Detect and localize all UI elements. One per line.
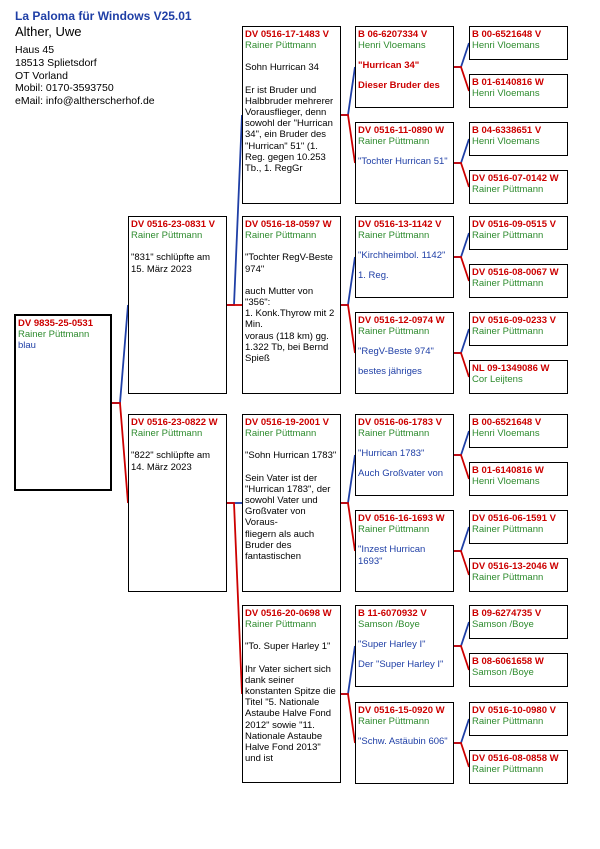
ring-number: DV 0516-17-1483 V: [245, 29, 329, 40]
grandparent-card[interactable]: [242, 605, 341, 783]
owner-name: Rainer Püttmann: [358, 230, 430, 242]
sire-line: [112, 305, 128, 403]
pigeon-remark: 1. Reg.: [358, 269, 389, 281]
owner-name: Rainer Püttmann: [472, 764, 544, 776]
ring-number: B 00-6521648 V: [472, 29, 542, 40]
address-line: 18513 Splietsdorf: [15, 56, 97, 69]
owner-name: Rainer Püttmann: [358, 136, 430, 148]
owner-name: Rainer Püttmann: [245, 619, 317, 631]
pigeon-note: Sohn Hurrican 34: [245, 62, 319, 74]
owner-name: Rainer Püttmann: [472, 326, 544, 338]
great-grandparent-card[interactable]: [355, 414, 454, 496]
address-line: Haus 45: [15, 44, 55, 56]
ring-number: B 08-6061658 W: [472, 656, 544, 667]
sire-line: [454, 431, 469, 455]
ring-number: DV 0516-23-0831 V: [131, 219, 215, 230]
ring-number: NL 09-1349086 W: [472, 363, 550, 374]
ancestor-card[interactable]: [469, 750, 568, 784]
address-line: OT Vorland: [15, 69, 68, 82]
owner-name: Rainer Püttmann: [472, 716, 544, 728]
ring-number: DV 0516-16-1693 W: [358, 513, 445, 524]
pigeon-note: "Tochter Hurrican 51": [358, 156, 448, 168]
ancestor-card[interactable]: [469, 558, 568, 592]
dam-line: [454, 257, 469, 281]
owner-name: Henri Vloemans: [358, 40, 426, 52]
ancestor-card[interactable]: [469, 462, 568, 496]
great-grandparent-card[interactable]: [355, 216, 454, 298]
pigeon-note: "831" schlüpfte am 15. März 2023: [131, 252, 211, 275]
pigeon-note: "RegV-Beste 974": [358, 346, 434, 358]
dam-line: [341, 503, 355, 551]
ancestor-card[interactable]: [469, 170, 568, 204]
ancestor-card[interactable]: [469, 653, 568, 687]
ring-number: DV 0516-11-0890 W: [358, 125, 445, 136]
owner-name: Henri Vloemans: [472, 40, 540, 52]
owner-name: Henri Vloemans: [472, 428, 540, 440]
owner-name: Samson /Boye: [472, 619, 534, 631]
ring-number: DV 0516-07-0142 W: [472, 173, 559, 184]
sire-line: [341, 67, 355, 115]
grandparent-card[interactable]: [242, 26, 341, 204]
subject-card[interactable]: [14, 314, 112, 491]
pigeon-note: "Hurrican 34": [358, 60, 420, 72]
ring-number: DV 0516-13-2046 W: [472, 561, 559, 572]
ring-number: DV 0516-09-0515 V: [472, 219, 556, 230]
great-grandparent-card[interactable]: [355, 312, 454, 394]
owner-name: Rainer Püttmann: [245, 230, 317, 242]
sire-line: [454, 43, 469, 67]
owner-name: Rainer Püttmann: [472, 524, 544, 536]
ancestor-card[interactable]: [469, 360, 568, 394]
owner-name: Samson /Boye: [472, 667, 534, 679]
owner-name: Samson /Boye: [358, 619, 420, 631]
ring-number: DV 0516-18-0597 W: [245, 219, 332, 230]
owner-name: Rainer Püttmann: [358, 716, 430, 728]
owner-name: Henri Vloemans: [472, 88, 540, 100]
sire-line: [454, 622, 469, 646]
sire-card[interactable]: [128, 216, 227, 394]
sire-line: [454, 139, 469, 163]
owner-name: Rainer Püttmann: [131, 230, 203, 242]
ring-number: B 04-6338651 V: [472, 125, 542, 136]
ring-number: DV 0516-23-0822 W: [131, 417, 218, 428]
owner-name: Rainer Püttmann: [131, 428, 203, 440]
pigeon-remark: Auch Großvater von: [358, 467, 444, 479]
ancestor-card[interactable]: [469, 605, 568, 639]
dam-card[interactable]: [128, 414, 227, 592]
dam-line: [454, 743, 469, 767]
ring-number: B 00-6521648 V: [472, 417, 542, 428]
pigeon-note: "822" schlüpfte am 14. März 2023: [131, 450, 211, 473]
grandparent-card[interactable]: [242, 216, 341, 394]
ancestor-card[interactable]: [469, 264, 568, 298]
owner-name: Henri Vloemans: [472, 476, 540, 488]
pigeon-remark: Der "Super Harley I": [358, 658, 444, 670]
dam-line: [341, 694, 355, 743]
ring-number: DV 0516-19-2001 V: [245, 417, 329, 428]
sire-line: [227, 115, 242, 305]
owner-name: Rainer Püttmann: [472, 184, 544, 196]
dam-line: [454, 551, 469, 575]
sire-line: [454, 233, 469, 257]
ancestor-card[interactable]: [469, 312, 568, 346]
pigeon-note: "Schw. Astäubin 606": [358, 736, 448, 748]
owner-name: Rainer Püttmann: [245, 40, 317, 52]
great-grandparent-card[interactable]: [355, 26, 454, 108]
ring-number: DV 0516-06-1783 V: [358, 417, 442, 428]
owner-name: Rainer Püttmann: [472, 572, 544, 584]
grandparent-card[interactable]: [242, 414, 341, 592]
owner-name: Rainer Püttmann: [358, 326, 430, 338]
ring-number: DV 0516-09-0233 V: [472, 315, 556, 326]
sire-line: [454, 329, 469, 353]
dam-line: [454, 646, 469, 670]
dam-line: [341, 115, 355, 163]
owner-name: Rainer Püttmann: [358, 428, 430, 440]
app-title: La Paloma für Windows V25.01: [15, 9, 192, 23]
dam-line: [454, 67, 469, 91]
pigeon-note: "Tochter RegV-Beste 974": [245, 252, 333, 275]
great-grandparent-card[interactable]: [355, 605, 454, 687]
pigeon-remark: Dieser Bruder des: [358, 79, 440, 91]
great-grandparent-card[interactable]: [355, 702, 454, 784]
pigeon-remark: Ihr Vater sichert sich dank seiner konstanten Spitze die Titel "5. Nationale Astaube Halve Fond 2012" sowie "11. Nationale Astaube Halve Fond 2013" und ist: [245, 663, 336, 765]
pigeon-note: "Inzest Hurrican 1693": [358, 544, 426, 567]
subject-owner: Rainer Püttmann: [18, 329, 90, 341]
sire-line: [341, 646, 355, 694]
dam-line: [454, 353, 469, 377]
ring-number: B 09-6274735 V: [472, 608, 542, 619]
ring-number: DV 0516-06-1591 V: [472, 513, 556, 524]
owner-name: Cor Leijtens: [472, 374, 523, 386]
ring-number: DV 0516-12-0974 W: [358, 315, 445, 326]
pigeon-remark: bestes jähriges: [358, 365, 422, 377]
pigeon-note: "Super Harley I": [358, 639, 426, 651]
pigeon-remark: auch Mutter von "356": 1. Konk.Thyrow mit 2 Min. voraus (118 km) gg. 1.322 Tb, bei Bernd Spieß: [245, 285, 335, 365]
ancestor-card[interactable]: [469, 122, 568, 156]
dam-line: [341, 305, 355, 353]
dam-line: [227, 503, 242, 694]
ring-number: DV 0516-10-0980 V: [472, 705, 556, 716]
ancestor-card[interactable]: [469, 216, 568, 250]
ring-number: DV 0516-20-0698 W: [245, 608, 332, 619]
ring-number: DV 0516-13-1142 V: [358, 219, 442, 230]
address-line: Mobil: 0170-3593750: [15, 82, 114, 95]
breeder-name: Alther, Uwe: [15, 24, 82, 39]
sire-line: [341, 455, 355, 503]
sire-line: [454, 719, 469, 743]
pigeon-remark: Er ist Bruder und Halbbruder mehrerer Vorausflieger, denn sowohl der "Hurrican 34", ein Bruder des "Hurrican" 51" (1. Reg. gegen 10.253 Tb., 1. RegGr: [245, 84, 334, 175]
owner-name: Rainer Püttmann: [358, 524, 430, 536]
great-grandparent-card[interactable]: [355, 510, 454, 592]
dam-line: [112, 403, 128, 503]
ancestor-card[interactable]: [469, 26, 568, 60]
great-grandparent-card[interactable]: [355, 122, 454, 204]
owner-name: Rainer Püttmann: [245, 428, 317, 440]
pigeon-note: "To. Super Harley 1": [245, 641, 331, 653]
ring-number: B 01-6140816 W: [472, 77, 544, 88]
pigeon-note: "Sohn Hurrican 1783": [245, 450, 337, 462]
ring-number: DV 0516-15-0920 W: [358, 705, 445, 716]
address-line: eMail: info@altherscherhof.de: [15, 95, 155, 108]
owner-name: Henri Vloemans: [472, 136, 540, 148]
ring-number: DV 0516-08-0067 W: [472, 267, 559, 278]
dam-line: [454, 455, 469, 479]
ring-number: B 11-6070932 V: [358, 608, 427, 619]
ancestor-card[interactable]: [469, 702, 568, 736]
ring-number: B 06-6207334 V: [358, 29, 428, 40]
ring-number: DV 0516-08-0858 W: [472, 753, 559, 764]
owner-name: Rainer Püttmann: [472, 230, 544, 242]
owner-name: Rainer Püttmann: [472, 278, 544, 290]
sire-line: [341, 257, 355, 305]
sire-line: [454, 527, 469, 551]
subject-color: blau: [18, 340, 36, 352]
ring-number: B 01-6140816 W: [472, 465, 544, 476]
ancestor-card[interactable]: [469, 414, 568, 448]
pigeon-note: "Hurrican 1783": [358, 448, 425, 460]
pigeon-remark: Sein Vater ist der "Hurrican 1783", der sowohl Vater und Großvater von Voraus- fliegern als auch Bruder des fantastischen: [245, 472, 331, 563]
pigeon-note: "Kirchheimbol. 1142": [358, 250, 446, 262]
subject-ring: DV 9835-25-0531: [18, 318, 93, 329]
dam-line: [454, 163, 469, 187]
ancestor-card[interactable]: [469, 510, 568, 544]
ancestor-card[interactable]: [469, 74, 568, 108]
